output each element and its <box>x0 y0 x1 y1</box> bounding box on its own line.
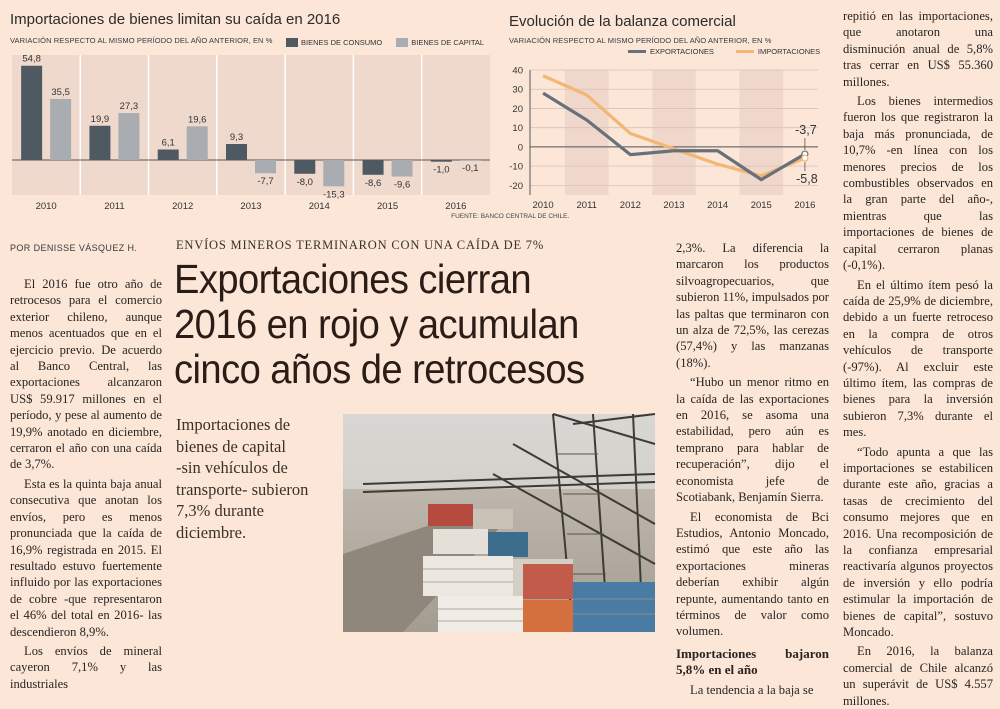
paragraph: El economista de Bci Estudios, Antonio Moncado, estimó que este año las exportaciones mineras deberían exhibir algún repunte, aumentando tanto en términos de valor como volumen. <box>676 509 829 639</box>
x-tick-label: 2011 <box>576 200 597 211</box>
article-column-1 <box>10 276 162 691</box>
bar-value-label: 6,1 <box>161 137 175 149</box>
bar-value-label: -8,0 <box>296 176 313 188</box>
bar-value-label: -1,0 <box>433 164 450 176</box>
bar-value-label: -8,6 <box>364 177 382 189</box>
bar-capital <box>50 99 71 160</box>
bar-value-label: 19,9 <box>90 113 110 125</box>
annotation-import: -5,8 <box>796 172 818 187</box>
bar-consumo <box>226 144 247 160</box>
y-tick-label: 20 <box>512 103 523 115</box>
legend-label-export: EXPORTACIONES <box>650 47 714 56</box>
bar-value-label: 27,3 <box>119 101 139 113</box>
subhead: Importaciones bajaron 5,8% en el año <box>676 645 829 677</box>
deck-line: Importaciones de <box>176 415 291 434</box>
headline <box>174 257 630 392</box>
paragraph: “Todo apunta a que las importaciones se estabilicen durante este año, gracias a tasas de crecimiento del consumo mejores que en 2016. Una recomposición de la confianza empresarial reactivaría algunos proyectos de inversión y ello podría estimular la importación de bienes de capital”, sostuvo Moncado. <box>843 444 993 640</box>
x-tick-label: 2015 <box>750 200 772 211</box>
bar-capital <box>118 113 139 160</box>
bar-consumo <box>363 160 384 175</box>
y-tick-label: 0 <box>517 142 523 154</box>
line-chart-subtitle: VARIACIÓN RESPECTO AL MISMO PERÍODO DEL AÑO ANTERIOR, EN % <box>509 36 772 45</box>
point-import-2016 <box>802 155 808 161</box>
x-tick-label: 2014 <box>707 200 729 211</box>
paragraph: Los envíos de mineral cayeron 7,1% y las industriales <box>10 643 162 691</box>
x-tick-label: 2010 <box>532 200 554 211</box>
line-chart-title: Evolución de la balanza comercial <box>509 13 736 30</box>
bar-capital <box>187 126 208 160</box>
x-tick-label: 2013 <box>663 200 685 211</box>
bar-chart-title: Importaciones de bienes limitan su caída en 2016 <box>10 11 341 28</box>
bar-value-label: -15,3 <box>322 189 345 201</box>
legend-label-import: IMPORTACIONES <box>757 47 821 56</box>
x-tick-label: 2010 <box>35 201 57 212</box>
headline-line-1: Exportaciones cierran <box>174 256 532 302</box>
bar-value-label: 54,8 <box>22 53 41 65</box>
paragraph: En el último ítem pesó la caída de 25,9% de diciembre, debido a un fuerte retroceso en la compra de otros vehículos de transporte (-97%). Al excluir este último ítem, las compras de bienes para la inversión subieron 7,3% durante el mes. <box>843 277 993 440</box>
x-tick-label: 2016 <box>794 200 816 211</box>
bar-consumo <box>431 160 452 162</box>
y-tick-label: -20 <box>509 180 523 192</box>
deck <box>176 414 336 543</box>
bar-value-label: -7,7 <box>257 176 274 188</box>
paragraph: “Hubo un menor ritmo en la caída de las exportaciones en 2016, se asoma una estabilidad, pero aún es temprano para hablar de recuperación”, dijo el economista jefe de Scotiabank, Benjamín Sierra. <box>676 375 829 505</box>
x-tick-label: 2012 <box>619 200 641 211</box>
bar-capital <box>392 160 413 177</box>
bar-capital <box>323 160 344 186</box>
bar-chart-subtitle: VARIACIÓN RESPECTO AL MISMO PERÍODO DEL AÑO ANTERIOR, EN % <box>10 36 273 45</box>
paragraph: La tendencia a la baja se <box>690 682 814 697</box>
paragraph: 2,3%. La diferencia la marcaron los productos silvoagropecuarios, que subieron 11%, impulsados por las paltas que terminaron con un alza de 72,5%, las cerezas (57,4%) y las manzanas (18%). <box>676 241 829 370</box>
y-tick-label: 30 <box>512 84 523 96</box>
bar-value-label: 35,5 <box>51 86 70 98</box>
plot-area <box>12 55 490 195</box>
y-tick-label: 40 <box>512 65 523 77</box>
article-column-3 <box>676 240 829 697</box>
deck-line: bienes de capital <box>176 436 286 456</box>
shaded-band <box>652 70 696 195</box>
x-tick-label: 2011 <box>104 201 125 212</box>
headline-line-3: cinco años de retrocesos <box>174 346 585 392</box>
deck-line: transporte- subieron <box>176 479 309 499</box>
chart-source: FUENTE: BANCO CENTRAL DE CHILE. <box>451 213 570 220</box>
deck-line: diciembre. <box>176 522 247 542</box>
bar-consumo <box>158 150 179 160</box>
x-tick-label: 2012 <box>172 201 194 212</box>
bar-capital <box>255 160 276 173</box>
x-tick-label: 2014 <box>308 201 330 212</box>
x-tick-label: 2015 <box>377 201 399 212</box>
bar-consumo <box>21 66 42 160</box>
deck-line: -sin vehículos de <box>176 458 288 477</box>
legend-label-capital: BIENES DE CAPITAL <box>411 38 485 47</box>
y-tick-label: -10 <box>509 161 523 173</box>
line-chart <box>451 0 825 225</box>
paragraph: El 2016 fue otro año de retrocesos para el comercio exterior chileno, aunque menos acentuados que en el ejercicio previo. De acuerdo al Banco Central, las exportaciones alcanzaron US$ 59.917 millones en el período, y pese al aumento de 19,9% anotado en diciembre, cerraron el año con una caída de 3,7%. <box>10 277 162 472</box>
bar-value-label: 19,6 <box>187 114 207 126</box>
annotation-export: -3,7 <box>795 123 817 138</box>
bar-chart <box>0 0 500 225</box>
paragraph: En 2016, la balanza comercial de Chile alcanzó un superávit de US$ 4.557 millones. <box>843 644 993 708</box>
bar-consumo <box>89 126 110 160</box>
x-tick-label: 2016 <box>445 201 467 212</box>
deck-line: 7,3% durante <box>176 501 264 520</box>
bar-value-label: 9,3 <box>229 132 244 144</box>
bar-value-label: -0,1 <box>462 163 479 175</box>
headline-line-2: 2016 en rojo y acumulan <box>174 301 579 347</box>
bar-value-label: -9,6 <box>393 179 411 191</box>
bar-consumo <box>294 160 315 174</box>
paragraph: Los bienes intermedios fueron los que registraron la baja más pronunciada, de 10,7% -en línea con los menores precios de los combustibles observados en la gran parte del año-, mientras que las importaciones de bienes de capital cerraron planas (-0,1%). <box>843 94 993 273</box>
article-column-4 <box>843 8 993 708</box>
bar-capital <box>460 160 481 161</box>
kicker: ENVÍOS MINEROS TERMINARON CON UNA CAÍDA DE 7% <box>176 238 545 252</box>
paragraph: repitió en las importaciones, que anotaron una disminución anual de 5,8% tras cerrar en US$ 55.360 millones. <box>843 9 993 89</box>
byline: POR DENISSE VÁSQUEZ H. <box>10 243 138 253</box>
paragraph: Esta es la quinta baja anual consecutiva que anotan los envíos, pero es menos pronunciada que la caída de 16,9% registrada en 2015. El resultado estuvo fuertemente influido por las exportaciones de cobre -que representaron el 46% del total en 2016- las descendieron 8,9%. <box>10 476 162 639</box>
y-tick-label: 10 <box>512 123 523 135</box>
legend-label-consumo: BIENES DE CONSUMO <box>301 38 383 47</box>
x-tick-label: 2013 <box>240 201 262 212</box>
port-photo <box>343 414 655 632</box>
